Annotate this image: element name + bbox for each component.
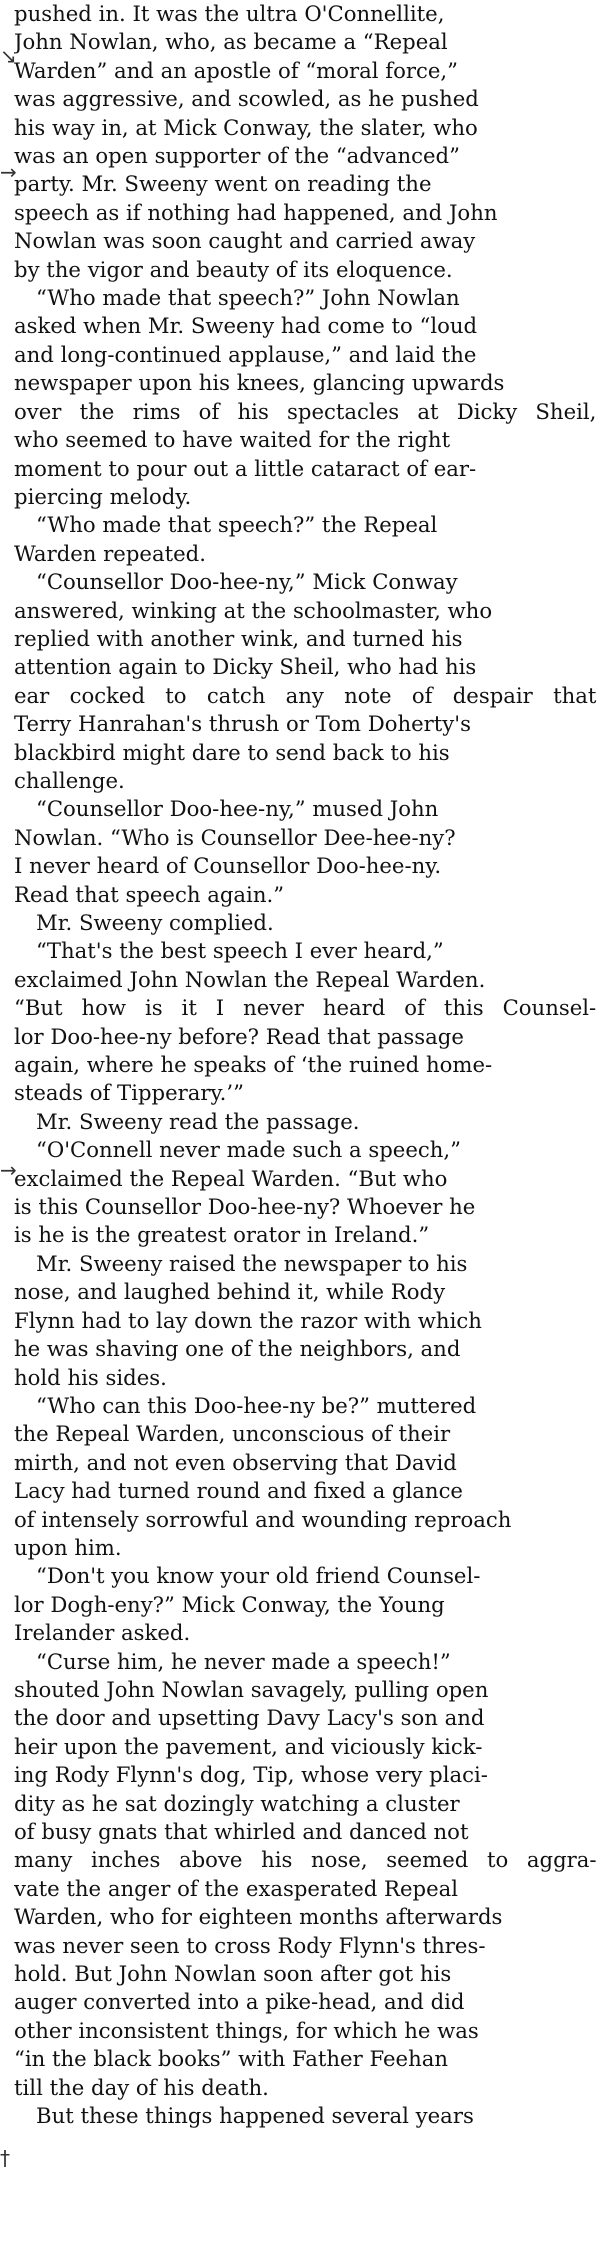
article-paragraph — [14, 1562, 598, 1647]
text-line: nose, and laughed behind it, while Rody — [14, 1279, 446, 1305]
text-line: attention again to Dicky Sheil, who had his — [14, 654, 477, 680]
text-line: “O'Connell never made such a speech,” — [36, 1137, 461, 1163]
text-line: Warden, who for eighteen months afterwards — [14, 1904, 503, 1930]
text-line: “Who made that speech?” the Repeal — [36, 512, 438, 538]
text-line: who seemed to have waited for the right — [14, 427, 451, 453]
text-line: again, where he speaks of ‘the ruined home- — [14, 1052, 493, 1078]
text-line: Mr. Sweeny read the passage. — [36, 1108, 360, 1134]
text-line: Warden” and an apostle of “moral force,” — [14, 57, 458, 83]
text-line: ear cocked to catch any note of despair that — [14, 682, 597, 708]
article-column — [14, 0, 598, 2130]
article-paragraph — [14, 1392, 598, 1562]
text-line: lor Dogh-eny?” Mick Conway, the Young — [14, 1591, 445, 1617]
text-line: John Nowlan, who, as became a “Repeal — [14, 29, 448, 55]
text-line: of intensely sorrowful and wounding reproach — [14, 1506, 512, 1532]
text-line: “Counsellor Doo-hee-ny,” mused John — [36, 796, 439, 822]
text-line: by the vigor and beauty of its eloquence. — [14, 256, 453, 282]
text-line: moment to pour out a little cataract of ear- — [14, 455, 477, 481]
article-paragraph — [14, 1108, 598, 1136]
article-paragraph — [14, 1136, 598, 1250]
text-line: of busy gnats that whirled and danced not — [14, 1819, 469, 1844]
margin-pen-mark: † — [0, 2146, 10, 2170]
text-line: Flynn had to lay down the razor with which — [14, 1307, 482, 1333]
text-line: answered, winking at the schoolmaster, who — [14, 597, 493, 623]
text-line: upon him. — [14, 1534, 122, 1560]
text-line: the Repeal Warden, unconscious of their — [14, 1421, 451, 1447]
article-paragraph — [14, 937, 598, 1107]
text-line: was never seen to cross Rody Flynn's thres- — [14, 1932, 486, 1958]
margin-pen-mark: → — [0, 160, 17, 184]
text-line: till the day of his death. — [14, 2074, 269, 2100]
text-line: Warden repeated. — [14, 540, 206, 566]
text-line: speech as if nothing had happened, and John — [14, 199, 498, 225]
article-paragraph — [14, 909, 598, 937]
text-line: “Who can this Doo-hee-ny be?” muttered — [36, 1392, 477, 1418]
margin-pen-mark: → — [0, 1158, 17, 1182]
text-line: Terry Hanrahan's thrush or Tom Doherty's — [14, 711, 471, 737]
text-line: Lacy had turned round and fixed a glance — [14, 1478, 463, 1504]
text-line: over the rims of his spectacles at Dicky Sheil, — [14, 398, 597, 424]
text-line: vate the anger of the exasperated Repeal — [14, 1875, 459, 1901]
text-line: was aggressive, and scowled, as he pushed — [14, 86, 479, 112]
article-paragraph — [14, 568, 598, 795]
text-line: “Counsellor Doo-hee-ny,” Mick Conway — [36, 569, 458, 595]
text-line: hold his sides. — [14, 1364, 167, 1390]
article-paragraph — [14, 1648, 598, 2103]
text-line: he was shaving one of the neighbors, and — [14, 1336, 461, 1362]
text-line: hold. But John Nowlan soon after got his — [14, 1961, 452, 1987]
text-line: many inches above his nose, seemed to aggra- — [14, 1847, 597, 1873]
text-line: dity as he sat dozingly watching a cluster — [14, 1790, 460, 1816]
text-line: replied with another wink, and turned his — [14, 625, 463, 651]
text-line: But these things happened several years — [36, 2103, 474, 2129]
text-line: lor Doo-hee-ny before? Read that passage — [14, 1023, 464, 1049]
text-line: “Don't you know your old friend Counsel- — [36, 1563, 481, 1589]
margin-pen-mark: ↘ — [0, 44, 17, 68]
text-line: blackbird might dare to send back to his — [14, 739, 450, 765]
text-line: is he is the greatest orator in Ireland.” — [14, 1222, 430, 1248]
text-line: was an open supporter of the “advanced” — [14, 143, 460, 169]
article-paragraph — [14, 284, 598, 511]
text-line: auger converted into a pike-head, and did — [14, 1989, 465, 2015]
text-line: the door and upsetting Davy Lacy's son and — [14, 1705, 485, 1731]
text-line: party. Mr. Sweeny went on reading the — [14, 171, 432, 197]
text-line: pushed in. It was the ultra O'Connellite, — [14, 1, 445, 26]
text-line: exclaimed John Nowlan the Repeal Warden. — [14, 966, 486, 992]
text-line: is this Counsellor Doo-hee-ny? Whoever he — [14, 1194, 476, 1220]
text-line: challenge. — [14, 767, 125, 793]
article-paragraph — [14, 2102, 598, 2130]
text-line: Read that speech again.” — [14, 881, 285, 907]
text-line: Irelander asked. — [14, 1620, 191, 1646]
article-paragraph — [14, 795, 598, 909]
text-line: ing Rody Flynn's dog, Tip, whose very placi- — [14, 1762, 488, 1788]
text-line: “Who made that speech?” John Nowlan — [36, 285, 460, 311]
text-line: Mr. Sweeny raised the newspaper to his — [36, 1250, 468, 1276]
text-line: exclaimed the Repeal Warden. “But who — [14, 1165, 448, 1191]
article-paragraph — [14, 1250, 598, 1392]
text-line: mirth, and not even observing that David — [14, 1449, 457, 1475]
text-line: steads of Tipperary.’” — [14, 1080, 244, 1106]
text-line: Nowlan. “Who is Counsellor Dee-hee-ny? — [14, 824, 456, 850]
text-line: piercing melody. — [14, 483, 192, 509]
text-line: shouted John Nowlan savagely, pulling open — [14, 1676, 489, 1702]
text-line: asked when Mr. Sweeny had come to “loud — [14, 313, 478, 339]
text-line: newspaper upon his knees, glancing upwards — [14, 370, 505, 396]
text-line: Mr. Sweeny complied. — [36, 910, 274, 935]
text-line: “But how is it I never heard of this Counsel- — [14, 995, 597, 1021]
text-line: “in the black books” with Father Feehan — [14, 2046, 448, 2072]
text-line: Nowlan was soon caught and carried away — [14, 228, 476, 254]
text-line: other inconsistent things, for which he was — [14, 2017, 479, 2043]
text-line: heir upon the pavement, and viciously kick- — [14, 1733, 483, 1759]
text-line: “That's the best speech I ever heard,” — [36, 938, 444, 964]
text-line: I never heard of Counsellor Doo-hee-ny. — [14, 853, 442, 879]
text-line: his way in, at Mick Conway, the slater, who — [14, 114, 478, 140]
article-paragraph — [14, 511, 598, 568]
article-paragraph — [14, 0, 598, 284]
text-line: and long-continued applause,” and laid the — [14, 341, 477, 367]
text-line: “Curse him, he never made a speech!” — [36, 1648, 451, 1674]
